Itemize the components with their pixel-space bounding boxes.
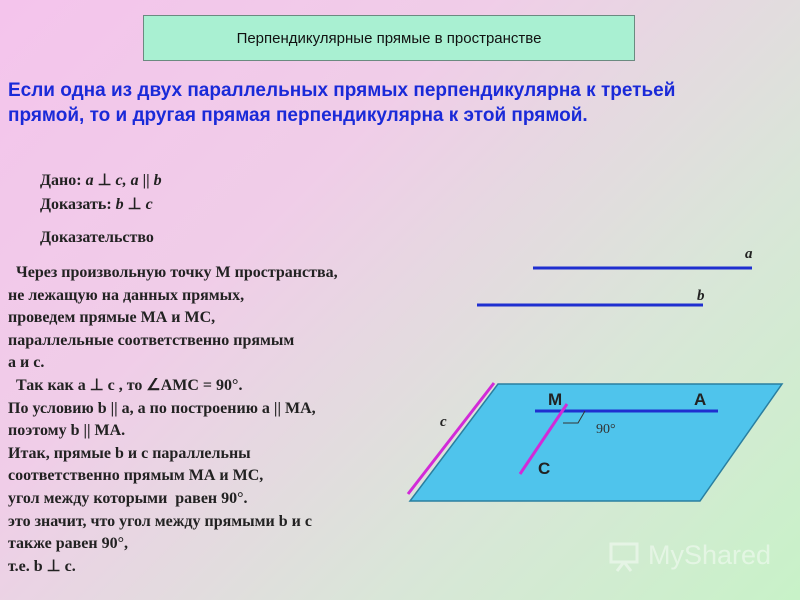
proof-line: поэтому b || MA. xyxy=(8,422,126,440)
prove-part: c xyxy=(145,196,153,213)
logo-text: MyShared xyxy=(648,540,772,570)
given-part: a xyxy=(85,172,94,189)
proof-line: соответственно прямым МА и МС, xyxy=(8,467,264,485)
proof-line: параллельные соответственно прямым xyxy=(8,331,295,349)
given-part: a xyxy=(130,172,139,189)
point-m-label: M xyxy=(548,390,563,409)
given-part: c, xyxy=(115,172,127,189)
given-label: Дано: xyxy=(40,172,82,189)
theorem-line: Если одна из двух параллельных прямых перпендикулярна к третьей xyxy=(8,80,676,101)
proof-line: это значит, что угол между прямыми b и c xyxy=(8,512,312,530)
presentation-icon xyxy=(608,538,644,574)
given-part: || xyxy=(142,172,150,189)
line-c-label: c xyxy=(440,414,447,430)
theorem-line: прямой, то и другая прямая перпендикулярна к этой прямой. xyxy=(8,105,588,126)
prove-part: b xyxy=(115,196,124,213)
proof-line: Итак, прямые b и c параллельны xyxy=(8,444,251,462)
watermark-logo xyxy=(608,538,772,574)
point-c-label: C xyxy=(538,459,551,478)
proof-line: проведем прямые МА и МС, xyxy=(8,309,216,327)
proof-line: угол между которыми равен 90°. xyxy=(8,489,248,507)
line-a-label: a xyxy=(745,246,753,262)
plane xyxy=(410,384,782,501)
proof-line: По условию b || a, а по построению a || MA, xyxy=(8,399,316,417)
prove-part: ⊥ xyxy=(127,196,142,213)
proof-line: не лежащую на данных прямых, xyxy=(8,286,245,304)
proof-line: Так как a ⊥ c , то ∠AMC = 90°. xyxy=(8,376,243,394)
angle-label: 90° xyxy=(596,422,616,437)
proof-line: также равен 90°, xyxy=(8,535,129,553)
given-part: ⊥ xyxy=(97,172,112,189)
proof-heading: Доказательство xyxy=(40,229,154,246)
prove-label: Доказать: xyxy=(40,196,112,213)
slide-title-text: Перпендикулярные прямые в пространстве xyxy=(236,29,542,47)
proof-line: a и c. xyxy=(8,354,45,372)
proof-line: Через произвольную точку М пространства, xyxy=(8,264,338,281)
proof-line: т.е. b ⊥ c. xyxy=(8,557,76,575)
line-b-label: b xyxy=(697,288,705,304)
given-part: b xyxy=(153,172,162,189)
point-a-label: A xyxy=(694,390,707,409)
